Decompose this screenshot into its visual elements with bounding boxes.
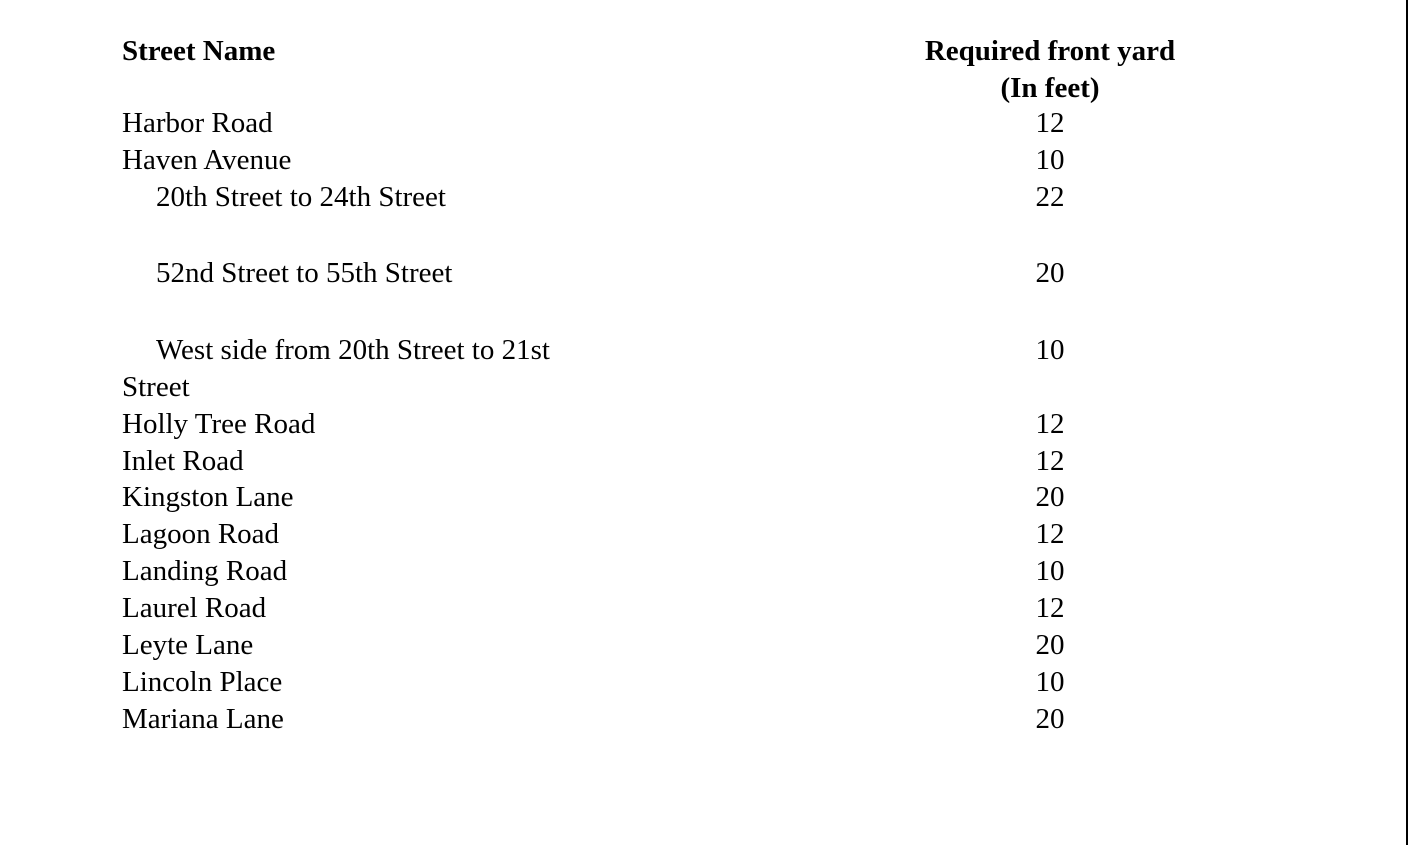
street-segment-name: West side from 20th Street to 21st (156, 334, 550, 366)
front-yard-value: 20 (1035, 481, 1065, 513)
street-name: Inlet Road (122, 445, 244, 477)
table-row-continuation (0, 369, 1410, 406)
front-yard-value: 20 (1035, 703, 1065, 735)
front-yard-value: 10 (1035, 666, 1065, 698)
table-row (0, 142, 1410, 179)
street-name: Leyte Lane (122, 629, 254, 661)
table-row (0, 105, 1410, 142)
street-name: Haven Avenue (122, 144, 292, 176)
front-yard-value: 10 (1035, 144, 1065, 176)
street-name: Mariana Lane (122, 703, 284, 735)
table-row (0, 179, 1410, 216)
street-name: Landing Road (122, 555, 288, 587)
table-row (0, 255, 1410, 292)
front-yard-value: 12 (1035, 107, 1065, 139)
street-name: Lagoon Road (122, 518, 280, 550)
front-yard-value: 12 (1035, 408, 1065, 440)
front-yard-value: 10 (1035, 555, 1065, 587)
street-name: Lincoln Place (122, 666, 283, 698)
required-front-yard-header-line2: (In feet) (1000, 72, 1100, 104)
street-name: Harbor Road (122, 107, 273, 139)
street-segment-name: 52nd Street to 55th Street (156, 257, 453, 289)
table-row (0, 332, 1410, 369)
street-name: Holly Tree Road (122, 408, 316, 440)
page-right-border (1406, 0, 1408, 845)
front-yard-value: 12 (1035, 518, 1065, 550)
table-row (0, 590, 1410, 627)
street-segment-name-continued: Street (122, 371, 190, 403)
front-yard-value: 10 (1035, 334, 1065, 366)
street-name: Laurel Road (122, 592, 267, 624)
required-front-yard-header (880, 33, 1220, 107)
table-row (0, 443, 1410, 480)
table-row (0, 627, 1410, 664)
front-yard-value: 22 (1035, 181, 1065, 213)
table-row (0, 516, 1410, 553)
street-name: Kingston Lane (122, 481, 294, 513)
table-row (0, 664, 1410, 701)
required-front-yard-header-line1: Required front yard (924, 35, 1176, 67)
front-yard-value: 20 (1035, 257, 1065, 289)
front-yard-value: 20 (1035, 629, 1065, 661)
street-name-header: Street Name (122, 35, 276, 67)
front-yard-value: 12 (1035, 445, 1065, 477)
front-yard-value: 12 (1035, 592, 1065, 624)
table-row (0, 553, 1410, 590)
table-row (0, 479, 1410, 516)
table-row (0, 701, 1410, 738)
table-row (0, 406, 1410, 443)
street-segment-name: 20th Street to 24th Street (156, 181, 446, 213)
